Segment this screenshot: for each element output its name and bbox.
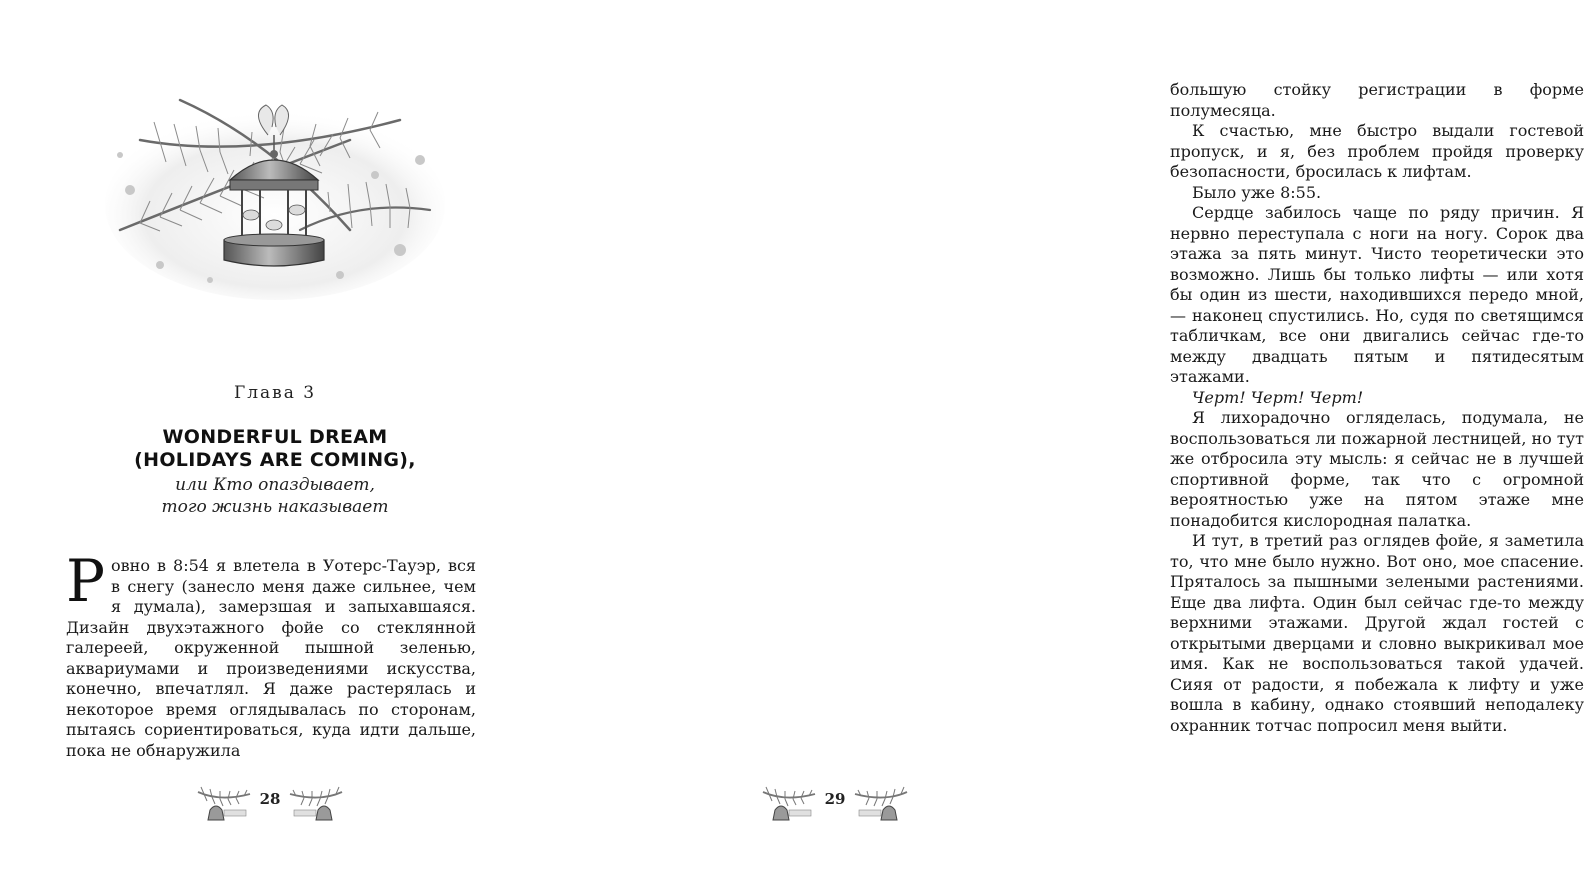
paragraph: Было уже 8:55. (1192, 182, 1322, 202)
page-number: 28 (259, 790, 281, 808)
chapter-title (0, 426, 550, 472)
opening-paragraph-text: овно в 8:54 я влетела в Уотерс-Тауэр, вся в снегу (занесло меня даже сильнее, чем я думала), замерзшая и запыхавшаяся. Дизайн двухэтажного фойе со стеклянной галереей, окруженной пышной зеленью, аквариумами и произведениями искусства, конечно, впечатлял. Я даже растерялась и некоторое время оглядывалась по сторонам, пытаясь сориентироваться, куда идти дальше, пока не обнаружила (66, 556, 476, 760)
paragraph: большую стойку регистрации в форме полумесяца. (1170, 80, 1584, 120)
chapter-subtitle-line-2: того жизнь наказывает (161, 497, 389, 517)
drop-cap: Р (66, 547, 106, 615)
chapter-subtitle (0, 474, 550, 518)
left-page (0, 0, 550, 880)
chapter-number: Глава 3 (233, 383, 317, 403)
paragraph: Сердце забилось чаще по ряду причин. Я нервно переступала с ноги на ногу. Сорок два этажа за пять минут. Чисто теоретически это возможно. Лишь бы только лифты — или хотя бы один из шести, находившихся передо мной, — наконец спустились. Но, судя по светящимся табличкам, все они двигались сейчас где-то между двадцать пятым и пятидесятым этажами. (1170, 203, 1584, 386)
chapter-subtitle-line-1: или Кто опаздывает, (175, 475, 375, 495)
right-folio (755, 782, 915, 832)
left-folio (190, 782, 350, 832)
page-number: 29 (824, 790, 846, 808)
chapter-title-line-2: (HOLIDAYS ARE COMING), (134, 449, 416, 471)
paragraph: К счастью, мне быстро выдали гостевой пропуск, и я, без проблем пройдя проверку безопасности, бросилась к лифтам. (1170, 121, 1584, 181)
right-page (550, 0, 1584, 880)
paragraph: И тут, в третий раз оглядев фойе, я заметила то, что мне было нужно. Вот оно, мое спасение. Пряталось за пышными зелеными растениями. Еще два лифта. Один был сейчас где-то между верхними этажами. Другой ждал гостей с открытыми дверцами и словно выкрикивал мое имя. Как не воспользоваться такой удачей. Сияя от радости, я побежала к лифту и уже вошла в кабину, однако стоявший неподалеку охранник тотчас попросил меня выйти. (1170, 531, 1584, 735)
paragraph: Я лихорадочно огляделась, подумала, не воспользоваться ли пожарной лестницей, но тут же отбросила эту мысль: я сейчас не в лучшей спортивной форме, так что с огромной вероятностью уже на пятом этаже мне понадобится кислородная палатка. (1170, 408, 1584, 530)
italic-paragraph: Черт! Черт! Черт! (1192, 387, 1364, 407)
carousel-ornament-icon (100, 80, 450, 305)
chapter-title-line-1: WONDERFUL DREAM (162, 426, 388, 448)
left-page-text (66, 547, 476, 761)
right-page-text (1170, 80, 1584, 736)
opening-paragraph (66, 547, 476, 761)
